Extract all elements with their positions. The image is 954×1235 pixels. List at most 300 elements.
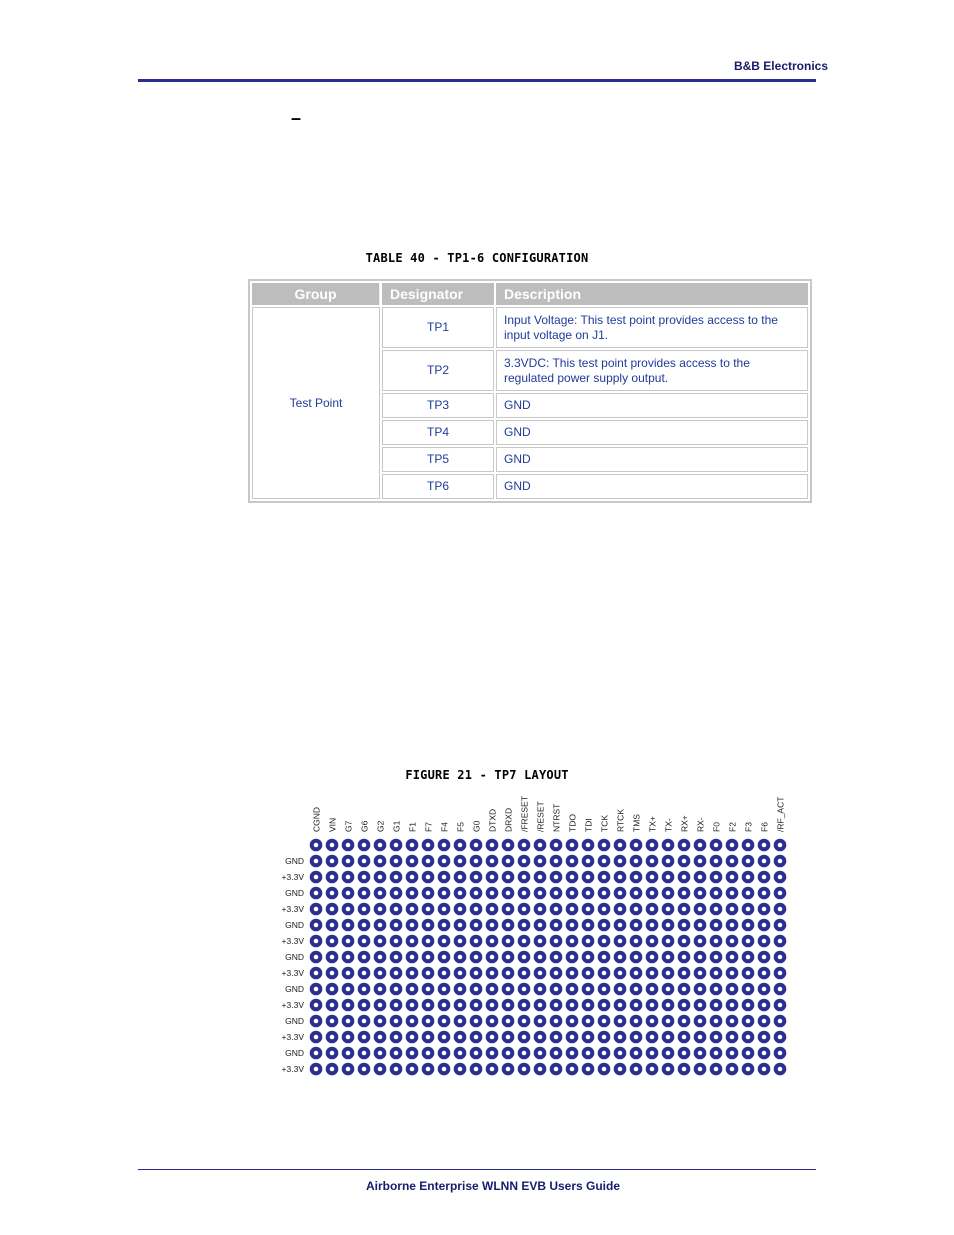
pin-pad xyxy=(742,983,755,996)
row-label: GND xyxy=(285,952,304,962)
pin-pad xyxy=(502,887,515,900)
pin-pad xyxy=(358,1063,371,1076)
pin-pad xyxy=(534,1063,547,1076)
pin-pad xyxy=(326,903,339,916)
pin-pad xyxy=(598,1047,611,1060)
table-header-row xyxy=(252,283,808,305)
pin-pad xyxy=(326,871,339,884)
pin-pad xyxy=(518,871,531,884)
pin-pad xyxy=(374,871,387,884)
column-label: G0 xyxy=(471,820,482,832)
column-label: F0 xyxy=(711,822,722,832)
pin-pad xyxy=(694,935,707,948)
pin-pad xyxy=(662,887,675,900)
pin-pad xyxy=(726,1063,739,1076)
pin-pad xyxy=(358,1015,371,1028)
pin-pad xyxy=(406,839,419,852)
pin-pad xyxy=(358,999,371,1012)
pin-pad xyxy=(406,999,419,1012)
pin-pad xyxy=(502,1047,515,1060)
pin-pad xyxy=(630,1031,643,1044)
pin-pad xyxy=(662,839,675,852)
pin-pad xyxy=(614,839,627,852)
pin-pad xyxy=(646,1047,659,1060)
pin-pad xyxy=(470,1047,483,1060)
pin-pad xyxy=(310,903,323,916)
pin-pad xyxy=(486,1031,499,1044)
pin-pad xyxy=(534,919,547,932)
pin-pad xyxy=(742,951,755,964)
pin-pad xyxy=(438,919,451,932)
pin-pad xyxy=(390,1015,403,1028)
pin-pad xyxy=(774,999,787,1012)
column-label: G6 xyxy=(359,820,370,832)
pin-pad xyxy=(550,919,563,932)
column-label: CGND xyxy=(311,806,322,832)
pin-pad xyxy=(694,967,707,980)
pin-pad xyxy=(598,967,611,980)
pin-pad xyxy=(630,983,643,996)
pin-pad xyxy=(582,1031,595,1044)
pin-pad xyxy=(454,935,467,948)
row-label: +3.3V xyxy=(281,872,304,882)
column-header-designator: Designator xyxy=(382,283,494,305)
pin-pad xyxy=(726,983,739,996)
pin-pad xyxy=(486,903,499,916)
pin-pad xyxy=(742,967,755,980)
pin-pad xyxy=(758,967,771,980)
pin-pad xyxy=(678,855,691,868)
pin-pad xyxy=(486,887,499,900)
pin-pad xyxy=(710,951,723,964)
pin-pad xyxy=(534,839,547,852)
pin-pad xyxy=(390,839,403,852)
header-company: B&B Electronics xyxy=(733,59,828,73)
pin-pad xyxy=(390,1047,403,1060)
pin-pad xyxy=(374,919,387,932)
pin-pad xyxy=(614,1047,627,1060)
column-label: /FRESET xyxy=(519,796,530,832)
pin-pad xyxy=(646,839,659,852)
group-cell: Test Point xyxy=(252,307,380,499)
pin-pad xyxy=(614,903,627,916)
pin-pad xyxy=(342,1031,355,1044)
pin-pad xyxy=(774,871,787,884)
pin-pad xyxy=(582,919,595,932)
pin-pad xyxy=(758,999,771,1012)
pin-pad xyxy=(726,1031,739,1044)
pin-pad xyxy=(470,871,483,884)
pin-pad xyxy=(422,1063,435,1076)
pin-pad xyxy=(406,935,419,948)
pin-pad xyxy=(518,903,531,916)
pin-pad xyxy=(550,903,563,916)
pin-pad xyxy=(470,1031,483,1044)
pin-pad xyxy=(374,887,387,900)
pin-pad xyxy=(566,887,579,900)
section-marker: – xyxy=(291,108,302,128)
pin-pad xyxy=(326,1031,339,1044)
pin-pad xyxy=(710,887,723,900)
pin-pad xyxy=(518,1063,531,1076)
column-label: VIN xyxy=(327,817,338,832)
pin-pad xyxy=(662,1047,675,1060)
pin-pad xyxy=(726,887,739,900)
pin-pad xyxy=(438,1031,451,1044)
pin-pad xyxy=(662,967,675,980)
pin-pad xyxy=(630,903,643,916)
designator-cell: TP1 xyxy=(382,307,494,348)
pin-pad xyxy=(486,1063,499,1076)
row-label: +3.3V xyxy=(281,968,304,978)
pin-pad xyxy=(710,919,723,932)
pin-pad xyxy=(326,855,339,868)
pin-pad xyxy=(678,839,691,852)
pin-pad xyxy=(438,967,451,980)
pin-pad xyxy=(502,935,515,948)
pin-pad xyxy=(534,887,547,900)
pin-pad xyxy=(678,1015,691,1028)
pin-pad xyxy=(742,999,755,1012)
pin-pad xyxy=(774,1015,787,1028)
column-label: F6 xyxy=(759,822,770,832)
row-label: GND xyxy=(285,920,304,930)
pin-pad xyxy=(550,1031,563,1044)
pin-pad xyxy=(694,1063,707,1076)
pin-pad xyxy=(310,919,323,932)
pin-pad xyxy=(374,951,387,964)
pin-pad xyxy=(614,871,627,884)
pin-pad xyxy=(310,983,323,996)
pin-pad xyxy=(454,903,467,916)
pin-pad xyxy=(342,903,355,916)
column-label: TMS xyxy=(631,814,642,832)
pin-pad xyxy=(310,999,323,1012)
pin-pad xyxy=(342,887,355,900)
pin-pad xyxy=(630,919,643,932)
pin-pad xyxy=(470,967,483,980)
pin-pad xyxy=(406,1047,419,1060)
pin-pad xyxy=(598,903,611,916)
pin-pad xyxy=(614,951,627,964)
column-header-group: Group xyxy=(252,283,380,305)
pin-pad xyxy=(342,983,355,996)
pin-pad xyxy=(646,903,659,916)
pin-pad xyxy=(454,951,467,964)
pin-pad xyxy=(534,855,547,868)
pin-pad xyxy=(470,935,483,948)
pin-pad xyxy=(662,935,675,948)
pin-pad xyxy=(550,1047,563,1060)
pin-pad xyxy=(390,951,403,964)
pin-pad xyxy=(534,967,547,980)
pin-pad xyxy=(518,1031,531,1044)
pin-pad xyxy=(758,935,771,948)
pin-pad xyxy=(726,1047,739,1060)
pin-pad xyxy=(678,903,691,916)
pin-pad xyxy=(550,935,563,948)
pin-pad xyxy=(406,903,419,916)
pin-pad xyxy=(390,887,403,900)
pin-pad xyxy=(454,871,467,884)
pin-pad xyxy=(614,967,627,980)
pin-pad xyxy=(438,935,451,948)
pin-pad xyxy=(646,919,659,932)
pin-pad xyxy=(310,1031,323,1044)
pin-pad xyxy=(598,871,611,884)
pin-pad xyxy=(534,903,547,916)
row-label: +3.3V xyxy=(281,1000,304,1010)
pin-pad xyxy=(454,967,467,980)
pin-pad xyxy=(374,935,387,948)
pin-pad xyxy=(614,935,627,948)
pin-pad xyxy=(678,951,691,964)
pin-pad xyxy=(438,999,451,1012)
pin-pad xyxy=(630,999,643,1012)
pin-pad xyxy=(598,1063,611,1076)
pin-pad xyxy=(374,903,387,916)
pin-pad xyxy=(486,935,499,948)
tp7-pin-grid xyxy=(276,792,796,1082)
pin-pad xyxy=(550,967,563,980)
pin-pad xyxy=(774,1063,787,1076)
pin-pad xyxy=(486,1047,499,1060)
pin-pad xyxy=(326,983,339,996)
pin-pad xyxy=(438,839,451,852)
pin-pad xyxy=(438,855,451,868)
pin-pad xyxy=(518,919,531,932)
pin-pad xyxy=(694,1047,707,1060)
pin-pad xyxy=(310,951,323,964)
pin-pad xyxy=(710,999,723,1012)
pin-pad xyxy=(598,919,611,932)
pin-pad xyxy=(390,855,403,868)
table-row xyxy=(252,307,808,348)
pin-pad xyxy=(438,1063,451,1076)
column-header-description: Description xyxy=(496,283,808,305)
pin-pad xyxy=(326,935,339,948)
pin-pad xyxy=(582,967,595,980)
pin-pad xyxy=(502,999,515,1012)
pin-pad xyxy=(678,887,691,900)
footer-rule xyxy=(138,1169,816,1170)
pin-pad xyxy=(726,871,739,884)
pin-pad xyxy=(486,983,499,996)
pin-pad xyxy=(614,983,627,996)
pin-pad xyxy=(390,1031,403,1044)
column-label: F1 xyxy=(407,822,418,832)
pin-pad xyxy=(662,999,675,1012)
pin-pad xyxy=(726,999,739,1012)
pin-pad xyxy=(310,1063,323,1076)
pin-pad xyxy=(678,967,691,980)
pin-pad xyxy=(614,887,627,900)
pin-pad xyxy=(422,951,435,964)
description-cell: GND xyxy=(496,474,808,499)
pin-pad xyxy=(694,887,707,900)
designator-cell: TP4 xyxy=(382,420,494,445)
pin-pad xyxy=(518,855,531,868)
pin-pad xyxy=(662,951,675,964)
pin-pad xyxy=(534,999,547,1012)
pin-pad xyxy=(342,919,355,932)
pin-pad xyxy=(646,855,659,868)
pin-pad xyxy=(390,999,403,1012)
pin-pad xyxy=(374,967,387,980)
row-label: +3.3V xyxy=(281,904,304,914)
pin-pad xyxy=(486,967,499,980)
pin-pad xyxy=(502,967,515,980)
pin-pad xyxy=(550,887,563,900)
pin-pad xyxy=(566,999,579,1012)
row-label: GND xyxy=(285,984,304,994)
pin-pad xyxy=(374,1015,387,1028)
pin-pad xyxy=(726,951,739,964)
pin-pad xyxy=(422,887,435,900)
pin-pad xyxy=(486,855,499,868)
pin-pad xyxy=(358,983,371,996)
pin-pad xyxy=(534,983,547,996)
pin-pad xyxy=(326,1015,339,1028)
tp-config-table xyxy=(248,279,812,503)
column-label: NTRST xyxy=(551,803,562,832)
pin-pad xyxy=(678,1031,691,1044)
pin-pad xyxy=(694,1015,707,1028)
pin-pad xyxy=(518,839,531,852)
pin-pad xyxy=(758,855,771,868)
pin-pad xyxy=(598,983,611,996)
pin-pad xyxy=(694,951,707,964)
pin-pad xyxy=(694,1031,707,1044)
pin-pad xyxy=(470,903,483,916)
pin-pad xyxy=(614,919,627,932)
pin-pad xyxy=(310,871,323,884)
pin-pad xyxy=(630,887,643,900)
footer-title: Airborne Enterprise WLNN EVB Users Guide xyxy=(365,1179,621,1193)
pin-pad xyxy=(486,919,499,932)
pin-pad xyxy=(630,855,643,868)
column-label: G7 xyxy=(343,820,354,832)
pin-pad xyxy=(390,871,403,884)
pin-pad xyxy=(678,935,691,948)
pin-pad xyxy=(726,919,739,932)
pin-pad xyxy=(726,839,739,852)
column-label: DRXD xyxy=(503,807,514,832)
pin-pad xyxy=(742,1047,755,1060)
pin-pad xyxy=(566,903,579,916)
pin-pad xyxy=(502,855,515,868)
pin-pad xyxy=(726,855,739,868)
pin-pad xyxy=(582,951,595,964)
pin-pad xyxy=(582,1063,595,1076)
pin-pad xyxy=(342,839,355,852)
pin-pad xyxy=(358,887,371,900)
pin-pad xyxy=(518,983,531,996)
pin-pad xyxy=(662,1031,675,1044)
pin-pad xyxy=(726,1015,739,1028)
pin-pad xyxy=(694,903,707,916)
pin-pad xyxy=(470,887,483,900)
pin-pad xyxy=(774,967,787,980)
pin-pad xyxy=(614,1063,627,1076)
table-caption: TABLE 40 - TP1-6 CONFIGURATION xyxy=(365,251,589,265)
pin-pad xyxy=(566,919,579,932)
pin-pad xyxy=(582,887,595,900)
description-cell: 3.3VDC: This test point provides access to the regulated power supply output. xyxy=(496,350,808,391)
pin-pad xyxy=(630,1063,643,1076)
pin-pad xyxy=(566,1015,579,1028)
pin-pad xyxy=(310,935,323,948)
pin-pad xyxy=(326,999,339,1012)
pin-pad xyxy=(342,999,355,1012)
pin-pad xyxy=(598,887,611,900)
pin-pad xyxy=(758,887,771,900)
pin-pad xyxy=(390,935,403,948)
figure-caption: FIGURE 21 - TP7 LAYOUT xyxy=(405,768,569,782)
pin-pad xyxy=(406,951,419,964)
pin-pad xyxy=(550,951,563,964)
column-label: G2 xyxy=(375,820,386,832)
column-label: DTXD xyxy=(487,808,498,832)
pin-pad xyxy=(422,1015,435,1028)
pin-pad xyxy=(422,1047,435,1060)
pin-pad xyxy=(518,935,531,948)
pin-pad xyxy=(646,967,659,980)
pin-pad xyxy=(758,1063,771,1076)
pin-pad xyxy=(342,967,355,980)
pin-pad xyxy=(326,1063,339,1076)
pin-pad xyxy=(646,951,659,964)
pin-pad xyxy=(390,919,403,932)
pin-pad xyxy=(374,1031,387,1044)
pin-pad xyxy=(310,967,323,980)
pin-pad xyxy=(438,887,451,900)
pin-pad xyxy=(406,1031,419,1044)
pin-pad xyxy=(422,919,435,932)
pin-pad xyxy=(470,839,483,852)
pin-pad xyxy=(358,1031,371,1044)
pin-pad xyxy=(310,1015,323,1028)
pin-pad xyxy=(390,967,403,980)
pin-pad xyxy=(742,839,755,852)
pin-pad xyxy=(310,887,323,900)
pin-pad xyxy=(582,855,595,868)
pin-pad xyxy=(358,951,371,964)
pin-pad xyxy=(534,951,547,964)
pin-pad xyxy=(406,1063,419,1076)
pin-pad xyxy=(438,951,451,964)
pin-pad xyxy=(742,887,755,900)
pin-pad xyxy=(486,999,499,1012)
pin-pad xyxy=(614,855,627,868)
pin-pad xyxy=(598,935,611,948)
pin-pad xyxy=(758,903,771,916)
pin-pad xyxy=(598,951,611,964)
pin-pad xyxy=(582,903,595,916)
pin-pad xyxy=(694,999,707,1012)
pin-pad xyxy=(662,1063,675,1076)
row-label: GND xyxy=(285,888,304,898)
pin-pad xyxy=(342,871,355,884)
pin-pad xyxy=(422,967,435,980)
pin-pad xyxy=(774,887,787,900)
pin-pad xyxy=(550,999,563,1012)
pin-pad xyxy=(454,1015,467,1028)
pin-pad xyxy=(342,1063,355,1076)
pin-pad xyxy=(662,983,675,996)
pin-pad xyxy=(630,839,643,852)
pin-pad xyxy=(502,1015,515,1028)
